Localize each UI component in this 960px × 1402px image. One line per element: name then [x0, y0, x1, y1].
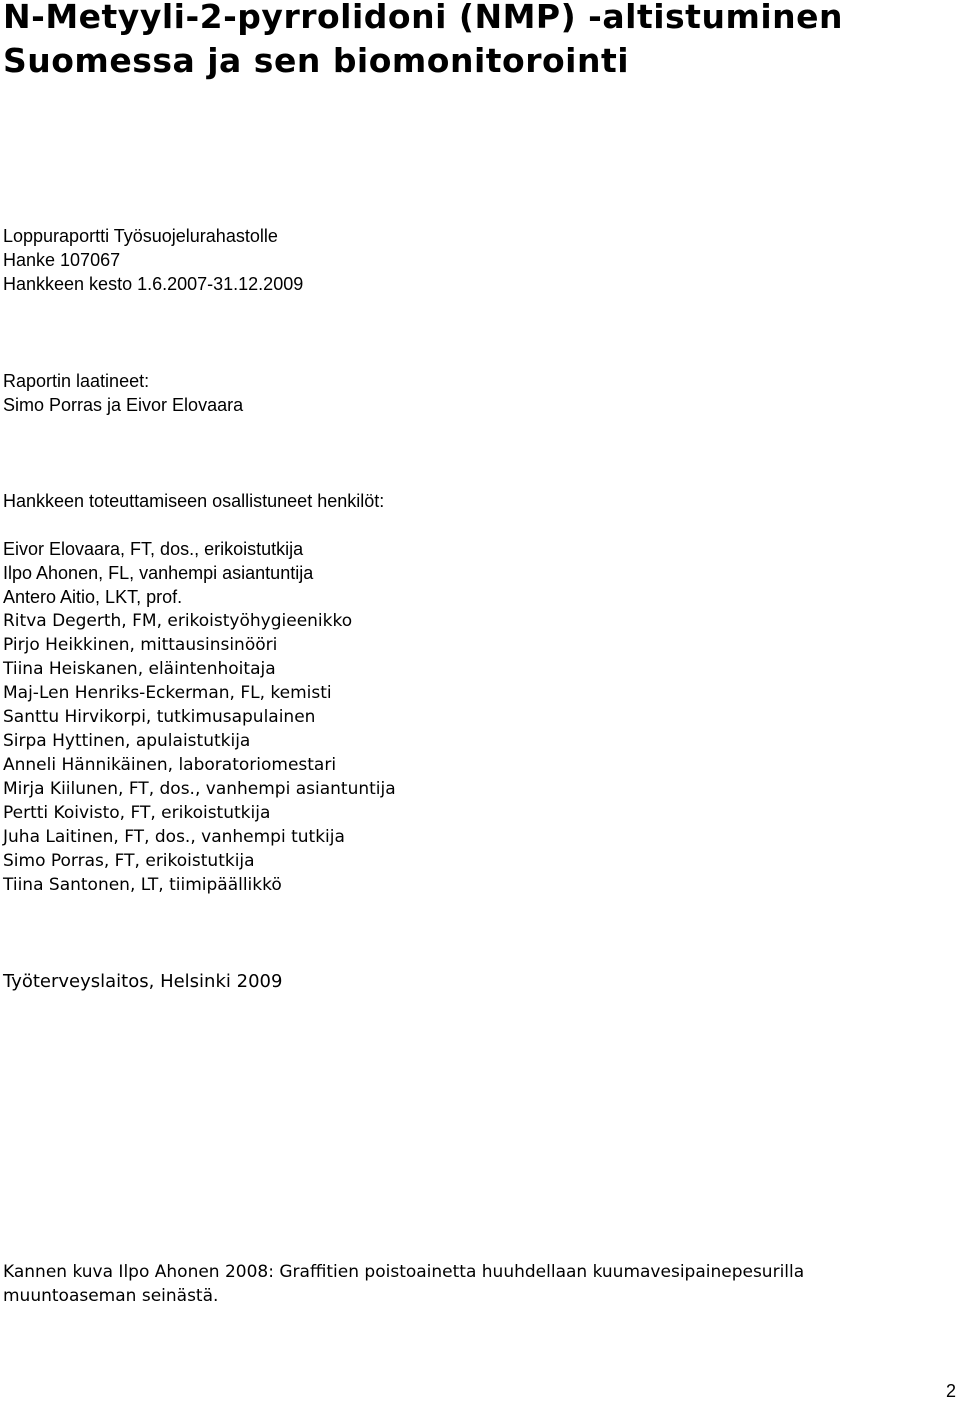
participant: Ritva Degerth, FM, erikoistyöhygieenikko — [3, 611, 353, 631]
authors-section — [3, 369, 243, 417]
publisher-line: Työterveyslaitos, Helsinki 2009 — [3, 971, 283, 992]
participant: Antero Aitio, LKT, prof. — [3, 587, 183, 607]
participant: Ilpo Ahonen, FL, vanhempi asiantuntija — [3, 563, 314, 583]
participants-list — [3, 537, 396, 897]
page-number: 2 — [945, 1381, 956, 1401]
participant: Sirpa Hyttinen, apulaistutkija — [3, 731, 251, 751]
participant: Pirjo Heikkinen, mittausinsinööri — [3, 635, 278, 655]
caption-line-2: muuntoaseman seinästä. — [3, 1286, 219, 1306]
participant: Anneli Hännikäinen, laboratoriomestari — [3, 755, 337, 775]
participant: Pertti Koivisto, FT, erikoistutkija — [3, 803, 271, 823]
cover-image-caption — [3, 1260, 960, 1308]
participant: Tiina Santonen, LT, tiimipäällikkö — [3, 875, 282, 895]
authors-names: Simo Porras ja Eivor Elovaara — [3, 395, 244, 415]
participants-heading: Hankkeen toteuttamiseen osallistuneet henkilöt: — [3, 491, 385, 511]
participant: Eivor Elovaara, FT, dos., erikoistutkija — [3, 539, 304, 559]
report-info — [3, 224, 303, 296]
title-line-1: N-Metyyli-2-pyrrolidoni (NMP) -altistuminen — [3, 0, 844, 36]
title-line-2: Suomessa ja sen biomonitorointi — [3, 41, 630, 80]
project-duration: Hankkeen kesto 1.6.2007-31.12.2009 — [3, 274, 304, 294]
page-title — [3, 0, 843, 83]
participant: Santtu Hirvikorpi, tutkimusapulainen — [3, 707, 316, 727]
participant: Tiina Heiskanen, eläintenhoitaja — [3, 659, 276, 679]
participant: Maj-Len Henriks-Eckerman, FL, kemisti — [3, 683, 332, 703]
authors-heading: Raportin laatineet: — [3, 371, 150, 391]
report-type: Loppuraportti Työsuojelurahastolle — [3, 226, 278, 246]
project-number: Hanke 107067 — [3, 250, 121, 270]
participant: Mirja Kiilunen, FT, dos., vanhempi asiantuntija — [3, 779, 396, 799]
participant: Simo Porras, FT, erikoistutkija — [3, 851, 255, 871]
caption-line-1: Kannen kuva Ilpo Ahonen 2008: Graffitien poistoainetta huuhdellaan kuumavesipainepesurilla — [3, 1262, 805, 1282]
participant: Juha Laitinen, FT, dos., vanhempi tutkija — [3, 827, 345, 847]
